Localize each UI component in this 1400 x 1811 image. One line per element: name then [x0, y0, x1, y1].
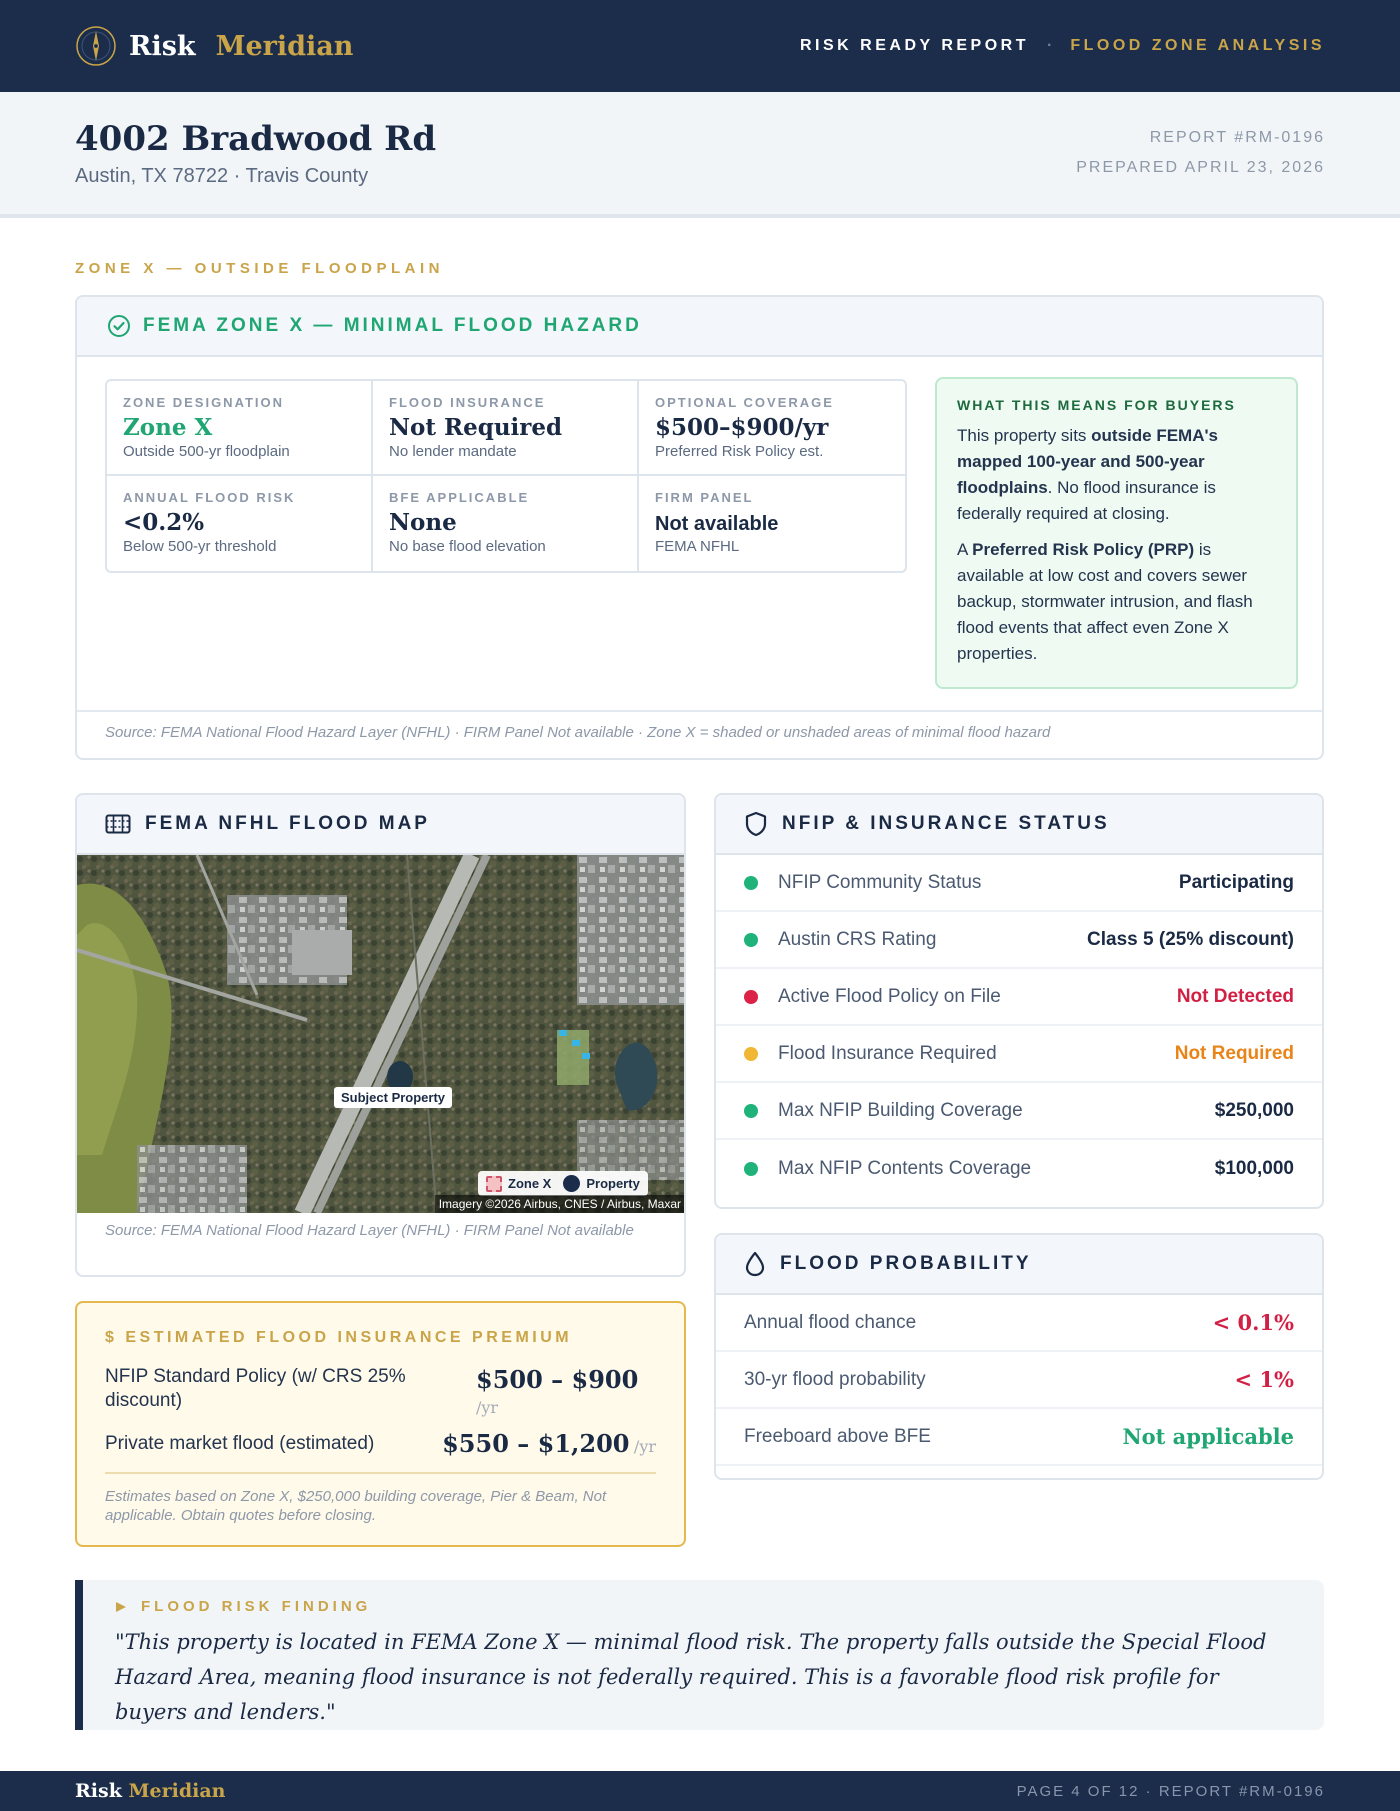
footer-brand-risk: Risk: [75, 1780, 122, 1802]
zone-source-note: Source: FEMA National Flood Hazard Layer (NFHL) · FIRM Panel Not available · Zone X = shaded or unshaded areas of minimal flood hazard: [77, 710, 1322, 758]
fact-sub: Below 500-yr threshold: [123, 538, 277, 555]
section-kicker: ZONE X — OUTSIDE FLOODPLAIN: [75, 260, 445, 277]
nfip-status-title: NFIP & INSURANCE STATUS: [782, 813, 1110, 834]
buyers-heading: WHAT THIS MEANS FOR BUYERS: [957, 397, 1236, 413]
status-row-building-coverage: [716, 1083, 1322, 1140]
status-value: $250,000: [1214, 1099, 1294, 1121]
fact-value: Not available: [655, 513, 779, 535]
fact-value: $500–$900/yr: [655, 414, 829, 441]
prob-value: < 0.1%: [1212, 1310, 1294, 1335]
check-circle-icon: [107, 314, 131, 338]
buyers-explainer: [935, 377, 1298, 689]
zone-panel-header: [77, 297, 1322, 357]
fact-sub: Outside 500-yr floodplain: [123, 443, 290, 460]
footer-brand-meridian: Meridian: [128, 1780, 226, 1802]
prob-row-annual: [716, 1295, 1322, 1352]
fact-value: Not Required: [389, 414, 563, 441]
fact-optional-coverage: [639, 381, 905, 476]
status-label: Active Flood Policy on File: [778, 985, 1001, 1007]
brand-name-risk: Risk: [129, 30, 196, 62]
nfip-status-card: [714, 793, 1324, 1209]
status-label: Austin CRS Rating: [778, 928, 937, 950]
flood-probability-title: FLOOD PROBABILITY: [780, 1253, 1032, 1274]
nav-flood-zone-analysis[interactable]: FLOOD ZONE ANALYSIS: [1070, 37, 1325, 54]
flood-map-header: [77, 795, 684, 855]
premium-unit: /yr: [633, 1437, 656, 1456]
fact-label: OPTIONAL COVERAGE: [655, 395, 834, 410]
status-value: Not Detected: [1176, 985, 1294, 1007]
flood-risk-finding: [75, 1580, 1324, 1730]
imagery-credit: Imagery ©2026 Airbus, CNES / Airbus, Maxar: [435, 1195, 685, 1213]
top-header: [0, 0, 1400, 92]
premium-label: Private market flood (estimated): [105, 1432, 375, 1454]
water-drop-icon: [744, 1251, 766, 1277]
fact-value: Zone X: [123, 414, 213, 441]
status-value: $100,000: [1214, 1157, 1294, 1179]
fact-label: ANNUAL FLOOD RISK: [123, 490, 296, 505]
fact-label: BFE APPLICABLE: [389, 490, 530, 505]
prob-row-30yr: [716, 1352, 1322, 1409]
property-dot-icon: [563, 1175, 580, 1192]
prob-row-freeboard: [716, 1409, 1322, 1466]
text-run: . No flood insurance is federally required at closing.: [957, 478, 1216, 523]
legend-property-label: Property: [586, 1176, 640, 1191]
premium-label: NFIP Standard Policy (w/ CRS 25% discount): [105, 1366, 406, 1411]
shield-icon: [744, 811, 768, 837]
text-run: This property sits: [957, 426, 1092, 445]
status-label: NFIP Community Status: [778, 871, 982, 893]
prob-label: 30-yr flood probability: [744, 1368, 926, 1390]
brand[interactable]: [75, 25, 353, 67]
zone-facts-grid: [105, 379, 907, 573]
status-dot-icon: [744, 1162, 758, 1176]
prob-value: Not applicable: [1122, 1424, 1294, 1449]
header-nav: [800, 37, 1325, 55]
flood-map-title: FEMA NFHL FLOOD MAP: [145, 813, 430, 834]
flood-probability-card: [714, 1233, 1324, 1480]
premium-amount: $550 – $1,200: [442, 1429, 630, 1458]
property-city-line: Austin, TX 78722 · Travis County: [75, 164, 369, 187]
status-label: Max NFIP Building Coverage: [778, 1099, 1023, 1121]
fact-annual-flood-risk: [107, 476, 373, 571]
status-row-insurance-required: [716, 1026, 1322, 1083]
play-triangle-icon: [115, 1601, 127, 1613]
zone-panel: [75, 295, 1324, 760]
fact-label: ZONE DESIGNATION: [123, 395, 285, 410]
status-dot-icon: [744, 933, 758, 947]
flood-map-card: [75, 793, 686, 1277]
report-prepared-date: PREPARED APRIL 23, 2026: [1076, 159, 1325, 176]
prob-label: Annual flood chance: [744, 1311, 917, 1333]
status-value: Class 5 (25% discount): [1087, 928, 1294, 950]
status-row-contents-coverage: [716, 1140, 1322, 1197]
status-dot-icon: [744, 1104, 758, 1118]
map-source-note: Source: FEMA National Flood Hazard Layer (NFHL) · FIRM Panel Not available: [105, 1222, 634, 1239]
text-run-bold: outside FEMA's mapped 100-year and 500-year floodplains: [957, 426, 1218, 497]
nfip-status-list: [716, 855, 1322, 1197]
status-row-active-policy: [716, 969, 1322, 1026]
report-meta: [1076, 123, 1325, 183]
status-dot-icon: [744, 876, 758, 890]
buyers-paragraph-2: [957, 537, 1276, 667]
status-row-crs-rating: [716, 912, 1322, 969]
fact-label: FLOOD INSURANCE: [389, 395, 546, 410]
status-value: Participating: [1178, 871, 1294, 893]
fact-label: FIRM PANEL: [655, 490, 754, 505]
fact-zone-designation: [107, 381, 373, 476]
finding-quote: "This property is located in FEMA Zone X — minimal flood risk. The property falls outside the Special Flood Hazard Area, meaning flood insurance is not federally required. This is a favorable flood risk profile for buyers and lenders.": [115, 1630, 1267, 1724]
property-address: 4002 Bradwood Rd: [75, 118, 437, 159]
aerial-imagery: [77, 855, 685, 1213]
premium-row-nfip: [105, 1365, 656, 1417]
subject-property-marker-label[interactable]: Subject Property: [334, 1087, 452, 1108]
status-label: Flood Insurance Required: [778, 1042, 997, 1064]
compass-logo-icon: [75, 25, 117, 67]
status-dot-icon: [744, 1047, 758, 1061]
footer-brand: [75, 1780, 225, 1802]
aerial-flood-map[interactable]: [77, 855, 685, 1213]
prob-value: < 1%: [1234, 1367, 1294, 1392]
premium-amount-group: [442, 1429, 656, 1458]
premium-amount-group: [476, 1365, 656, 1417]
premium-note: Estimates based on Zone X, $250,000 building coverage, Pier & Beam, Not applicable. Obtain quotes before closing.: [105, 1472, 656, 1525]
text-run: is available at low cost and covers sewer backup, stormwater intrusion, and flash flood events that affect even Zone X properties.: [957, 540, 1253, 663]
fact-bfe-applicable: [373, 476, 639, 571]
status-dot-icon: [744, 990, 758, 1004]
fact-flood-insurance: [373, 381, 639, 476]
finding-heading: FLOOD RISK FINDING: [141, 1598, 372, 1615]
fact-firm-panel: [639, 476, 905, 571]
map-legend: [478, 1171, 648, 1196]
brand-name-meridian: Meridian: [215, 30, 354, 62]
zone-x-swatch-icon: [486, 1176, 502, 1192]
footer-page-info: PAGE 4 OF 12 · REPORT #RM-0196: [1016, 1782, 1325, 1800]
fact-sub: Preferred Risk Policy est.: [655, 443, 824, 460]
premium-estimate-card: [75, 1301, 686, 1547]
fact-sub: No base flood elevation: [389, 538, 546, 555]
premium-title: $ ESTIMATED FLOOD INSURANCE PREMIUM: [105, 1329, 573, 1346]
premium-unit: /yr: [476, 1398, 499, 1417]
premium-amount: $500 – $900: [476, 1365, 639, 1394]
fact-value: <0.2%: [123, 509, 205, 536]
nav-risk-ready-report[interactable]: RISK READY REPORT: [799, 37, 1029, 54]
status-row-community: [716, 855, 1322, 912]
legend-zone-label: Zone X: [508, 1176, 552, 1191]
status-label: Max NFIP Contents Coverage: [778, 1157, 1032, 1179]
fact-sub: FEMA NFHL: [655, 538, 740, 555]
map-icon: [105, 814, 131, 834]
premium-row-private: [105, 1429, 656, 1458]
report-number: REPORT #RM-0196: [1149, 129, 1325, 146]
buyers-paragraph-1: [957, 423, 1276, 527]
text-run-bold: Preferred Risk Policy (PRP): [972, 540, 1195, 559]
prob-label: Freeboard above BFE: [744, 1425, 931, 1447]
nav-separator: ·: [1047, 37, 1053, 54]
finding-heading-row: [115, 1598, 1292, 1615]
flood-probability-header: [716, 1235, 1322, 1295]
text-run: A: [957, 540, 973, 559]
zone-panel-title: FEMA ZONE X — MINIMAL FLOOD HAZARD: [143, 315, 642, 336]
nfip-status-header: [716, 795, 1322, 855]
address-bar: [0, 92, 1400, 218]
fact-value: None: [389, 509, 457, 536]
page-footer: [0, 1771, 1400, 1811]
fact-sub: No lender mandate: [389, 443, 517, 460]
status-value: Not Required: [1174, 1042, 1294, 1064]
